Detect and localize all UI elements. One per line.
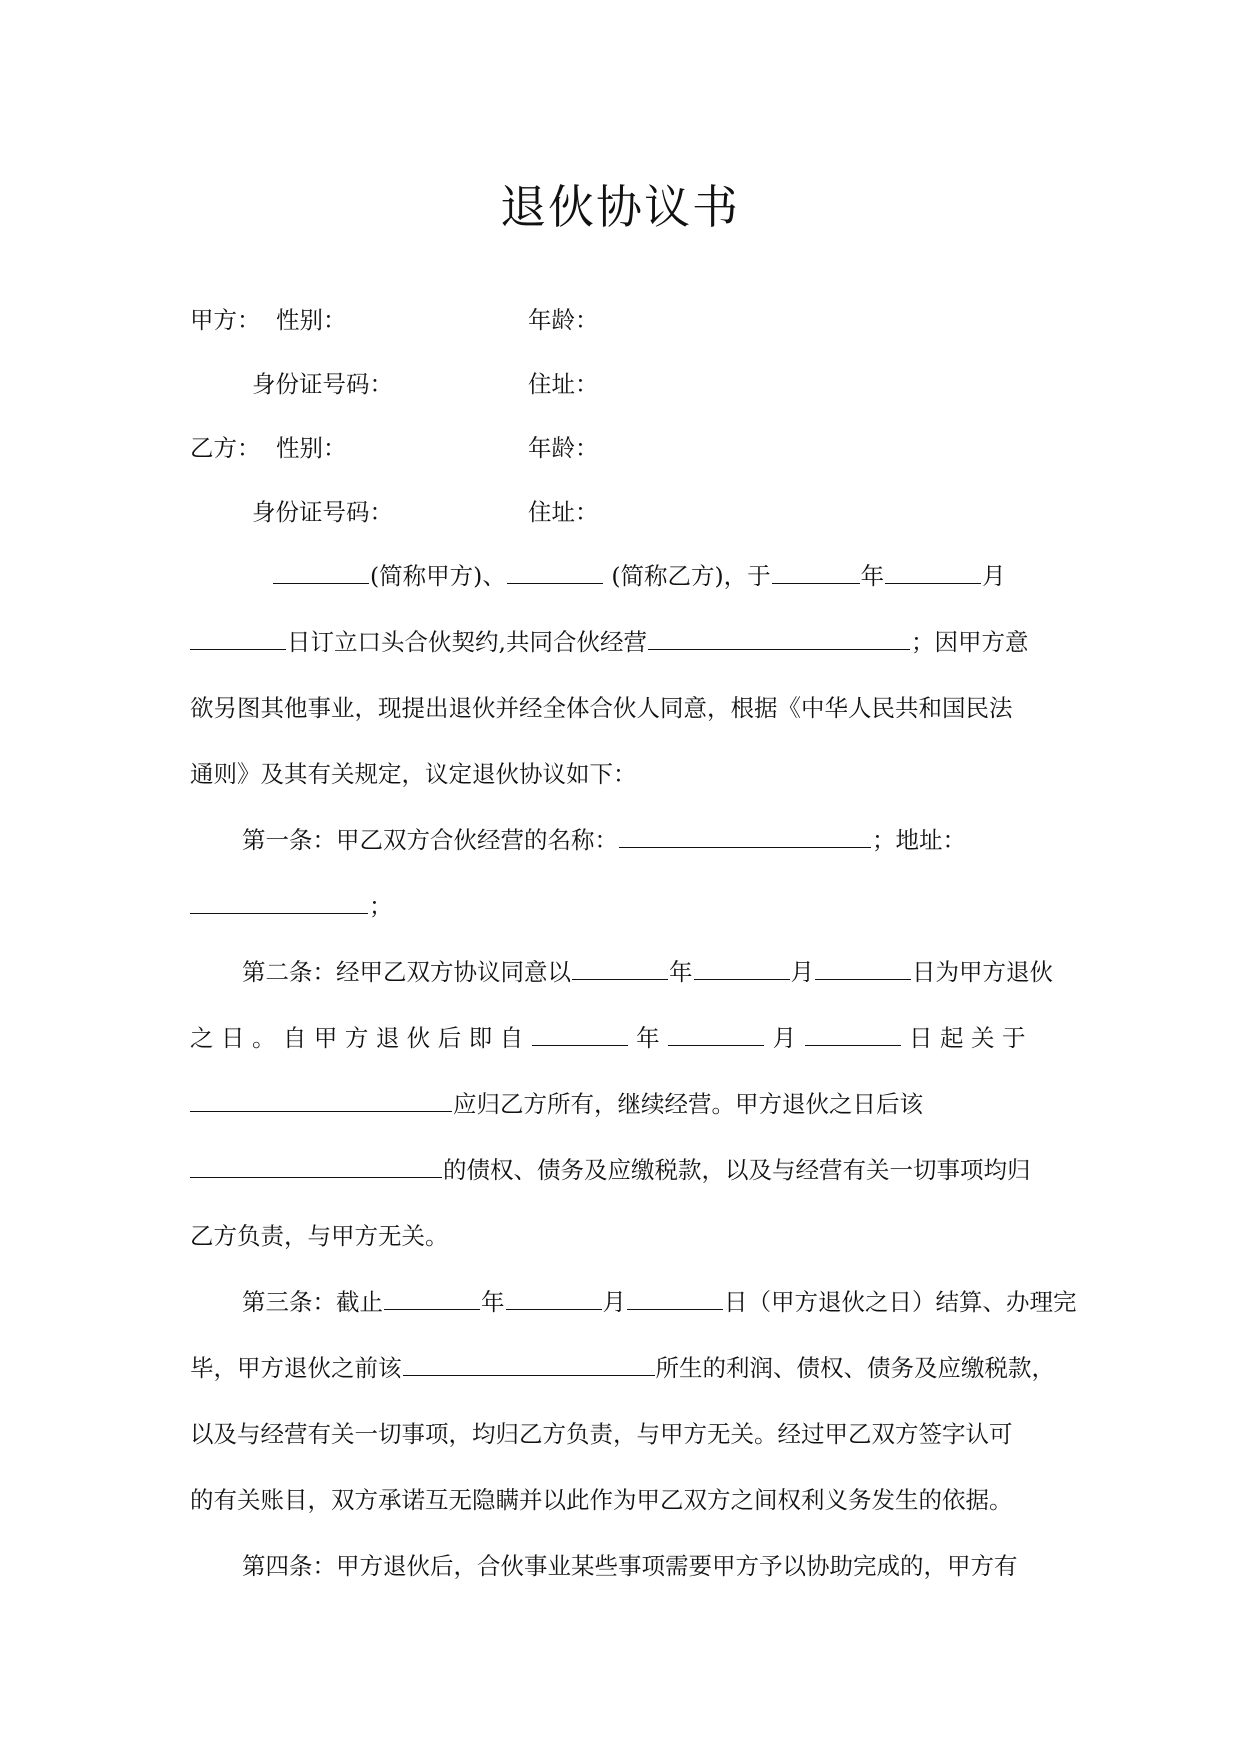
blank-partnership-name[interactable]	[619, 821, 871, 848]
party-a-age-label: 年龄：	[528, 306, 599, 334]
intro-line-2: 日订立口头合伙契约,共同合伙经营 ；因甲方意	[190, 622, 1060, 662]
blank-settle-month[interactable]	[506, 1283, 602, 1310]
article-1-line-2: ；	[190, 886, 1060, 926]
party-a-gender-label: 性别：	[276, 306, 347, 334]
blank-withdraw-day[interactable]	[815, 953, 911, 980]
blank-partnership-address[interactable]	[190, 887, 368, 914]
party-b-age-label: 年龄：	[528, 434, 599, 462]
article-2-line-5: 乙方负责，与甲方无关。	[190, 1222, 449, 1250]
party-a-id-label: 身份证号码：	[252, 370, 393, 398]
blank-day[interactable]	[190, 623, 286, 650]
article-3-line-4: 的有关账目，双方承诺互无隐瞒并以此作为甲乙双方之间权利义务发生的依据。	[190, 1486, 1013, 1514]
blank-from-month[interactable]	[668, 1019, 764, 1046]
article-4-line-1: 第四条：甲方退伙后，合伙事业某些事项需要甲方予以协助完成的，甲方有	[242, 1552, 1018, 1580]
blank-withdraw-year[interactable]	[572, 953, 668, 980]
intro-line-4: 通则》及其有关规定，议定退伙协议如下：	[190, 760, 637, 788]
blank-from-year[interactable]	[532, 1019, 628, 1046]
blank-business[interactable]	[648, 623, 910, 650]
article-2-line-1: 第二条：经甲乙双方协议同意以 年 月 日为甲方退伙	[242, 952, 1060, 992]
blank-settle-year[interactable]	[384, 1283, 480, 1310]
article-3-line-2: 毕，甲方退伙之前该 所生的利润、债权、债务及应缴税款，	[190, 1348, 1060, 1388]
blank-month[interactable]	[885, 557, 981, 584]
party-a-address-label: 住址：	[528, 370, 599, 398]
article-3-line-3: 以及与经营有关一切事项，均归乙方负责，与甲方无关。经过甲乙双方签字认可	[190, 1420, 1013, 1448]
party-a-label: 甲方：	[190, 306, 261, 334]
party-b-address-label: 住址：	[528, 498, 599, 526]
article-2-line-4: 的债权、债务及应缴税款，以及与经营有关一切事项均归	[190, 1150, 1060, 1190]
party-b-id-label: 身份证号码：	[252, 498, 393, 526]
article-2-line-3: 应归乙方所有，继续经营。甲方退伙之日后该	[190, 1084, 1060, 1124]
intro-line-1: (简称甲方)、 (简称乙方)，于 年 月	[272, 556, 1060, 596]
document-title: 退伙协议书	[500, 180, 740, 234]
blank-from-day[interactable]	[805, 1019, 901, 1046]
intro-line-3: 欲另图其他事业，现提出退伙并经全体合伙人同意，根据《中华人民共和国民法	[190, 694, 1013, 722]
article-3-line-1: 第三条：截止 年 月 日（甲方退伙之日）结算、办理完	[242, 1282, 1060, 1322]
blank-entity-2[interactable]	[403, 1349, 655, 1376]
blank-entity[interactable]	[190, 1151, 442, 1178]
article-1-line-1: 第一条：甲乙双方合伙经营的名称： ；地址：	[242, 820, 1060, 860]
article-2-line-2: 之 日 。 自 甲 方 退 伙 后 即 自 年 月 日 起 关 于	[190, 1018, 1060, 1058]
blank-settle-day[interactable]	[627, 1283, 723, 1310]
party-b-gender-label: 性别：	[276, 434, 347, 462]
blank-assets[interactable]	[190, 1085, 452, 1112]
blank-year[interactable]	[772, 557, 860, 584]
blank-party-b-name[interactable]	[507, 557, 603, 584]
blank-withdraw-month[interactable]	[694, 953, 790, 980]
blank-party-a-name[interactable]	[273, 557, 369, 584]
party-b-label: 乙方：	[190, 434, 261, 462]
